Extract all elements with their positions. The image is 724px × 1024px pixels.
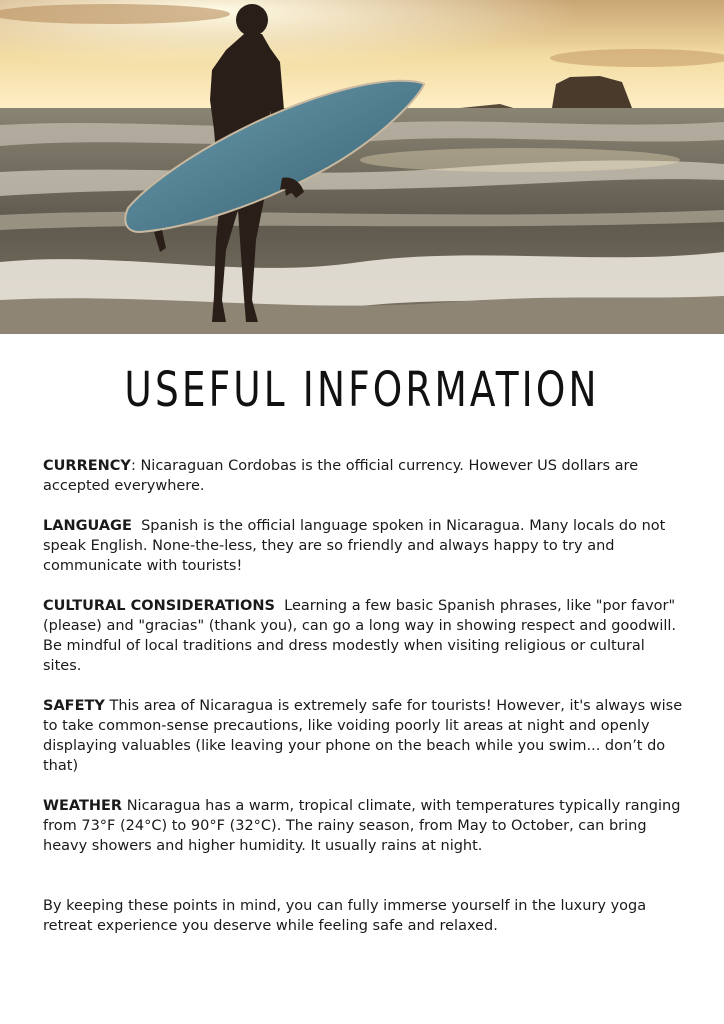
info-section-currency: CURRENCY: Nicaraguan Cordobas is the official currency. However US dollars are accepted everywhere. xyxy=(43,458,639,494)
section-text: Nicaragua has a warm, tropical climate, with temperatures typically ranging from 73°F (24°C) to 90°F (32°C). The rainy season, from May to October, can bring heavy showers and higher humidity. It usually rains at night. xyxy=(43,798,681,854)
info-section-safety xyxy=(43,696,683,776)
section-label: CULTURAL CONSIDERATIONS xyxy=(43,598,275,614)
info-content xyxy=(43,456,683,956)
section-label: CURRENCY xyxy=(43,458,131,474)
section-text: Learning a few basic Spanish phrases, like "por favor" (please) and "gracias" (thank you), can go a long way in showing respect and goodwill. Be mindful of local traditions and dress modestly when visiting religious or cultural sites. xyxy=(43,598,677,674)
section-text: Spanish is the official language spoken in Nicaragua. Many locals do not speak English. None-the-less, they are so friendly and always happy to try and communicate with tourists! xyxy=(43,518,666,574)
closing-paragraph: By keeping these points in mind, you can fully immerse yourself in the luxury yoga retreat experience you deserve while feeling safe and relaxed. xyxy=(43,898,647,934)
info-section-cultural xyxy=(43,596,683,676)
hero-image xyxy=(0,0,724,334)
beach-surfer-illustration xyxy=(0,0,724,334)
info-section-language xyxy=(43,516,683,576)
section-text: Nicaraguan Cordobas is the official currency. However US dollars are accepted everywhere. xyxy=(43,458,639,494)
section-label: WEATHER xyxy=(43,798,123,814)
section-text: This area of Nicaragua is extremely safe for tourists! However, it's always wise to take common-sense precautions, like voiding poorly lit areas at night and openly displaying valuables (like leaving your phone on the beach while you swim... don’t do that) xyxy=(43,698,683,774)
section-label: SAFETY xyxy=(43,698,105,714)
page-title: USEFUL INFORMATION xyxy=(124,362,600,418)
section-label: LANGUAGE xyxy=(43,518,132,534)
info-section-weather xyxy=(43,796,683,856)
